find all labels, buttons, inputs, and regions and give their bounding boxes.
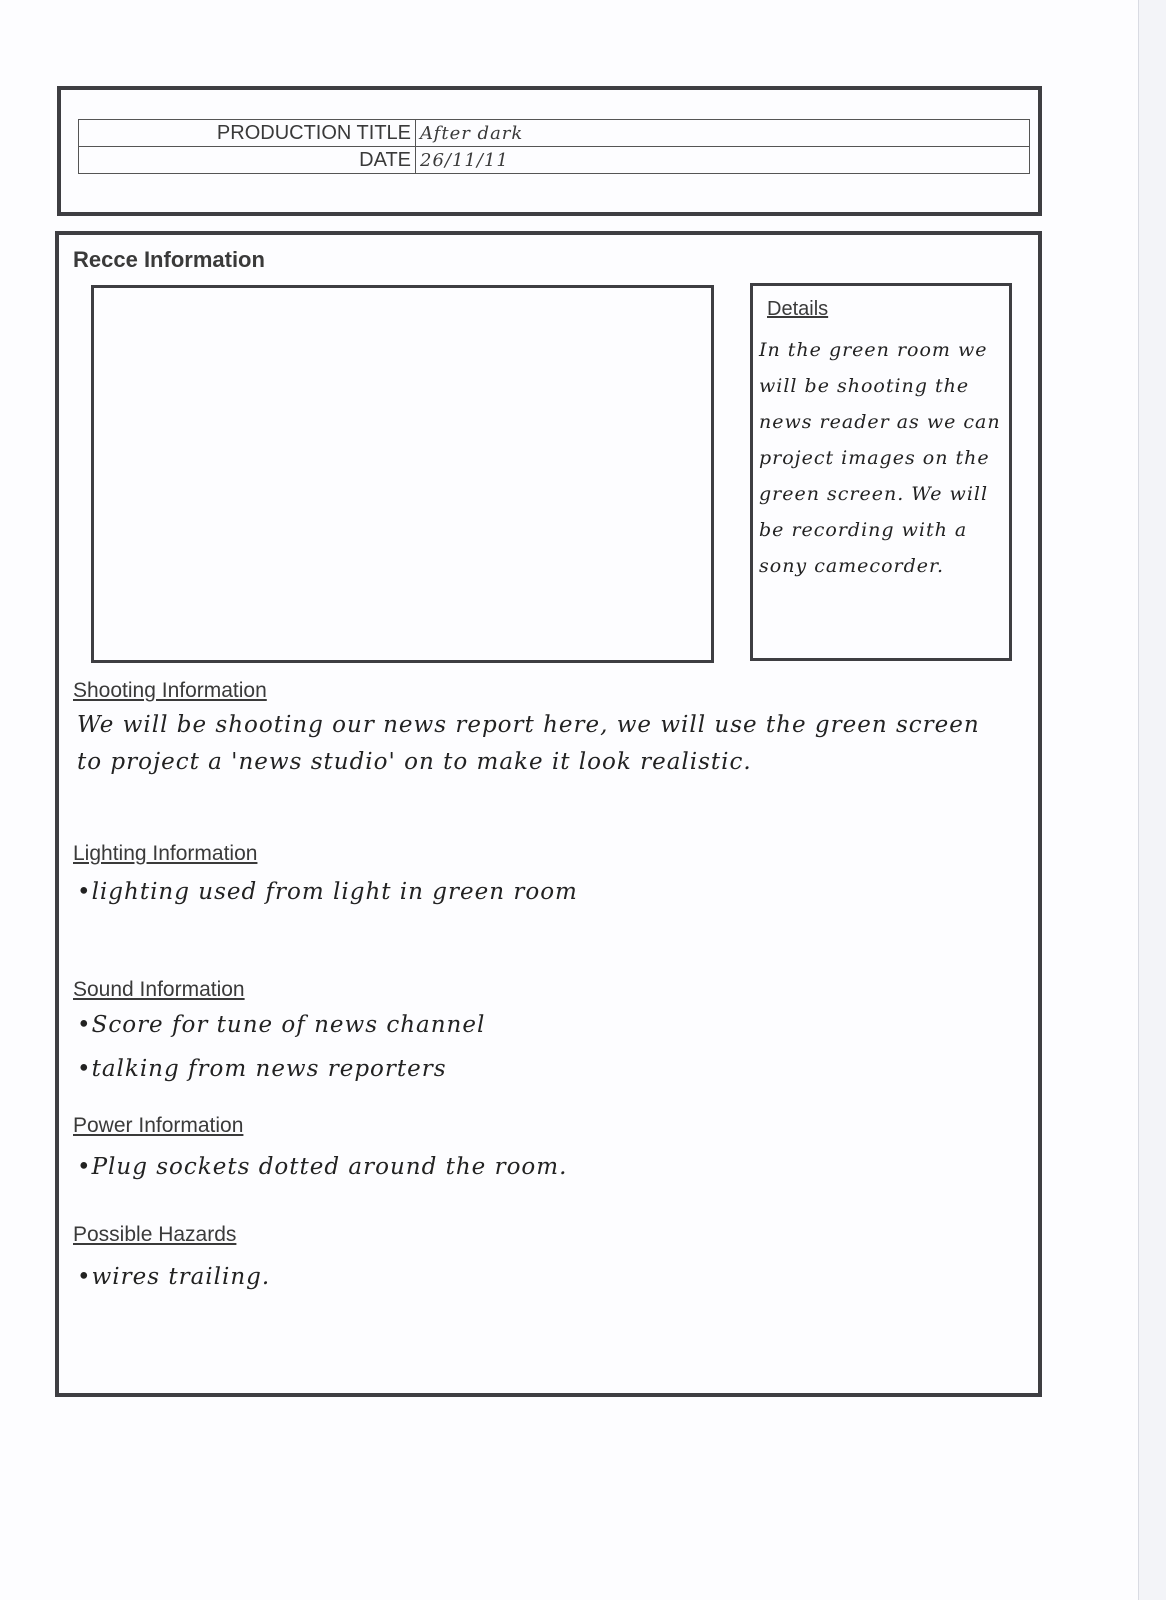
date-label: DATE [79, 147, 416, 174]
details-box [750, 283, 1012, 661]
sound-list [77, 1003, 997, 1091]
sound-item: • talking from news reporters [77, 1047, 997, 1091]
power-label: Power Information [73, 1114, 244, 1137]
details-title: Details [767, 298, 829, 320]
recce-box [55, 231, 1042, 1397]
title-table [78, 119, 1030, 174]
lighting-item: • lighting used from light in green room [77, 874, 997, 911]
power-item: • Plug sockets dotted around the room. [77, 1149, 997, 1186]
date-row [79, 147, 1030, 174]
lighting-label: Lighting Information [73, 842, 258, 865]
power-list [77, 1149, 997, 1186]
shooting-text: We will be shooting our news report here, we will use the green screen to project a 'news studio' on to make it look realistic. [77, 712, 980, 775]
production-title-row [79, 120, 1030, 147]
date-value: 26/11/11 [416, 147, 1030, 174]
shooting-label: Shooting Information [73, 679, 267, 702]
hazard-item: • wires trailing. [77, 1259, 997, 1296]
recce-heading: Recce Information [73, 247, 265, 272]
sound-label: Sound Information [73, 978, 245, 1001]
hazards-label: Possible Hazards [73, 1223, 237, 1246]
hazards-list [77, 1259, 997, 1296]
lighting-list [77, 874, 997, 911]
production-title-label: PRODUCTION TITLE [79, 120, 416, 147]
sound-item: • Score for tune of news channel [77, 1003, 997, 1047]
details-text: In the green room we will be shooting the news reader as we can project images on the green screen. We will be recording with a sony camecorder. [759, 339, 1001, 577]
production-title-value: After dark [416, 120, 1030, 147]
title-box [57, 86, 1042, 216]
photo-placeholder [91, 285, 714, 663]
